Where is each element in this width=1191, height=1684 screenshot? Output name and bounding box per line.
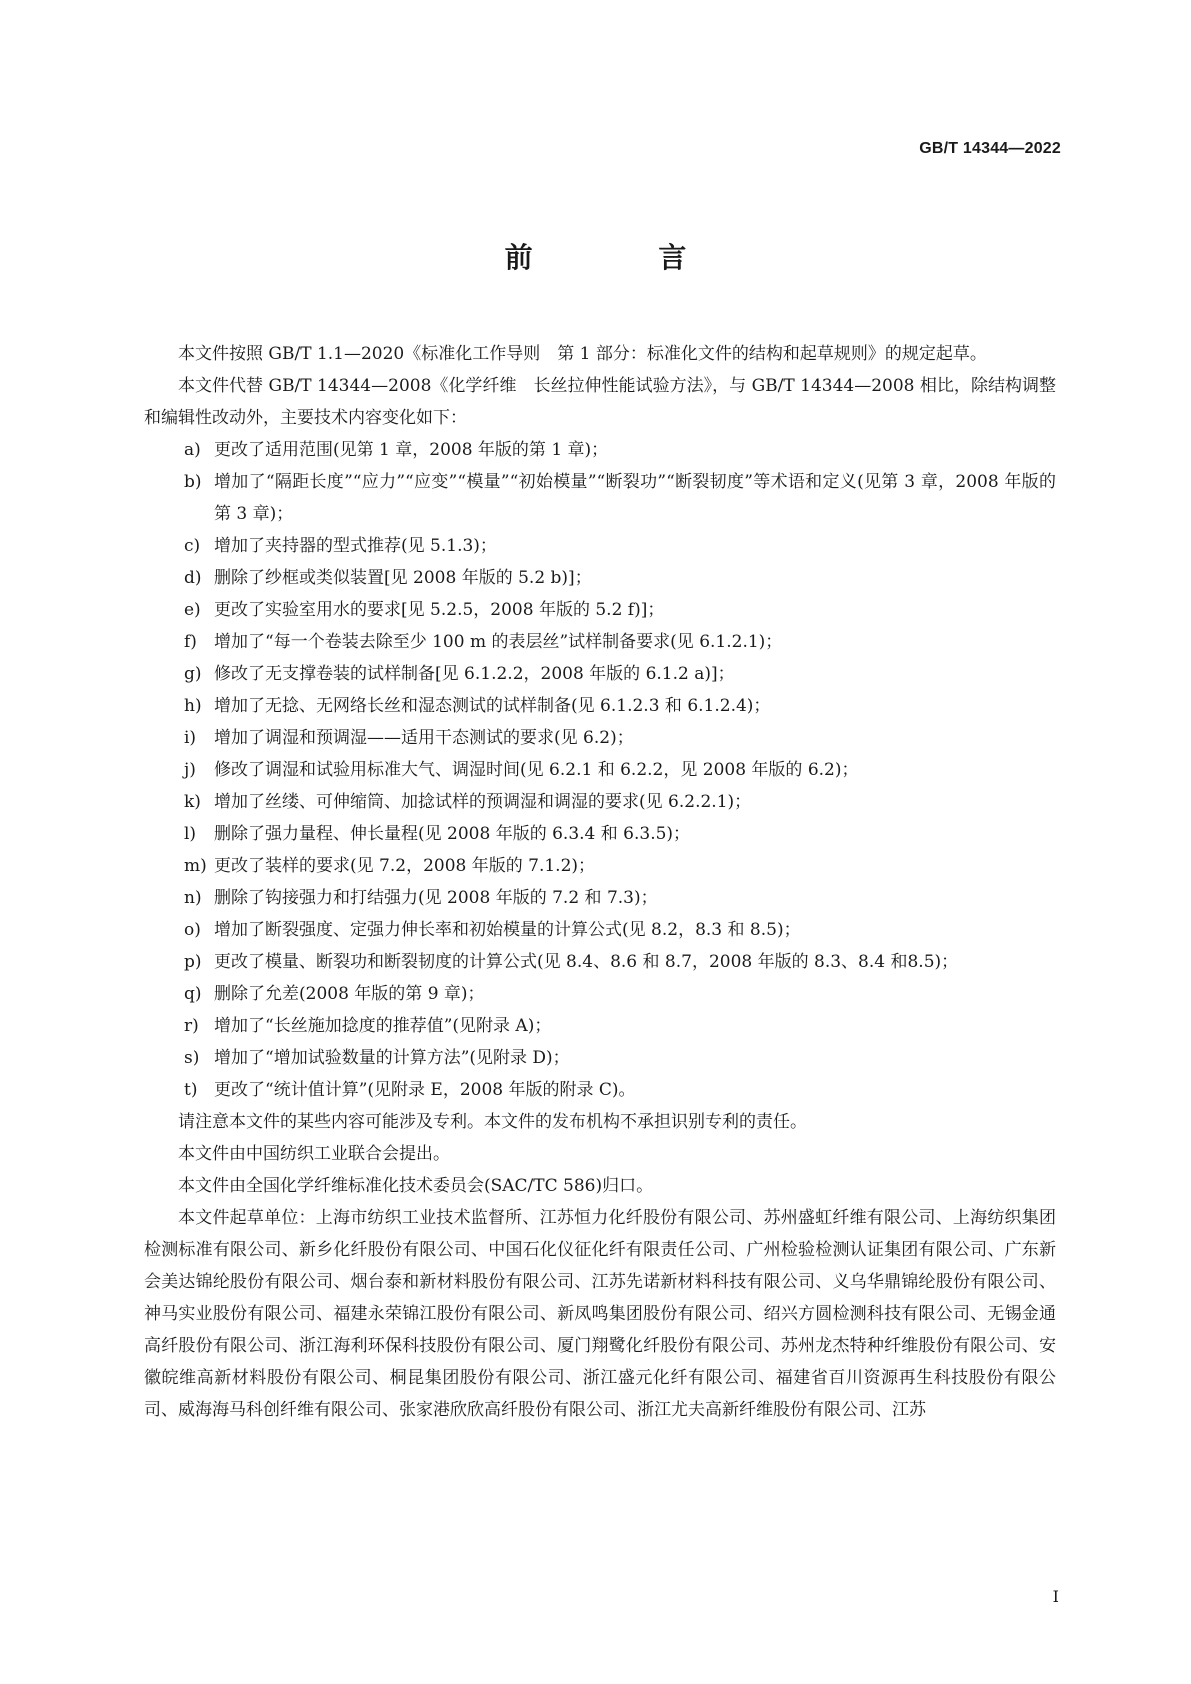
list-marker: b): [184, 472, 202, 492]
list-item: [144, 690, 1056, 722]
list-item-text: 增加了“长丝施加捻度的推荐值”(见附录 A)；: [214, 1016, 552, 1036]
list-marker: l): [184, 824, 197, 844]
list-marker: t): [184, 1080, 198, 1100]
list-item: [144, 818, 1056, 850]
list-item: [144, 946, 1056, 978]
list-marker: h): [184, 696, 202, 716]
list-item: [144, 1074, 1056, 1106]
list-marker: c): [184, 536, 201, 556]
list-item-text: 更改了“统计值计算”(见附录 E，2008 年版的附录 C)。: [214, 1080, 636, 1100]
changes-list: [144, 434, 1056, 1106]
standard-number: GB/T 14344—2022: [919, 140, 1061, 157]
list-marker: o): [184, 920, 201, 940]
list-item-text: 增加了调湿和预调湿——适用干态测试的要求(见 6.2)；: [214, 728, 634, 748]
list-marker: p): [184, 952, 202, 972]
list-item: [144, 434, 1056, 466]
list-item-text: 删除了纱框或类似装置[见 2008 年版的 5.2 b)]；: [214, 568, 592, 588]
intro-paragraph: 本文件代替 GB/T 14344—2008《化学纤维 长丝拉伸性能试验方法》，与 GB/T 14344—2008 相比，除结构调整和编辑性改动外，主要技术内容变化如下：: [144, 376, 1056, 428]
list-item: [144, 594, 1056, 626]
list-item-text: 更改了模量、断裂功和断裂韧度的计算公式(见 8.4、8.6 和 8.7，2008 年版的 8.3、8.4 和8.5)；: [214, 952, 959, 972]
list-item-text: 删除了允差(2008 年版的第 9 章)；: [214, 984, 485, 1004]
list-item-text: 增加了“每一个卷装去除至少 100 m 的表层丝”试样制备要求(见 6.1.2.1)；: [214, 632, 783, 652]
administrator-statement: 本文件由全国化学纤维标准化技术委员会(SAC/TC 586)归口。: [178, 1176, 654, 1196]
list-item-text: 删除了钩接强力和打结强力(见 2008 年版的 7.2 和 7.3)；: [214, 888, 658, 908]
list-marker: k): [184, 792, 201, 812]
list-item: [144, 786, 1056, 818]
list-item-text: 增加了夹持器的型式推荐(见 5.1.3)；: [214, 536, 497, 556]
list-item: [144, 626, 1056, 658]
list-marker: n): [184, 888, 202, 908]
list-marker: m): [184, 856, 207, 876]
list-marker: a): [184, 440, 201, 460]
patent-notice: 请注意本文件的某些内容可能涉及专利。本文件的发布机构不承担识别专利的责任。: [178, 1112, 807, 1132]
list-item: [144, 978, 1056, 1010]
list-item-text: 增加了“隔距长度”“应力”“应变”“模量”“初始模量”“断裂功”“断裂韧度”等术语和定义(见第 3 章，2008 年版的第 3 章)；: [214, 472, 1056, 524]
list-item: [144, 530, 1056, 562]
list-item-text: 更改了实验室用水的要求[见 5.2.5，2008 年版的 5.2 f)]；: [214, 600, 665, 620]
list-item: [144, 850, 1056, 882]
list-marker: f): [184, 632, 197, 652]
list-item-text: 更改了装样的要求(见 7.2，2008 年版的 7.1.2)；: [214, 856, 596, 876]
foreword-body: [144, 338, 1056, 1426]
intro-paragraph: 本文件按照 GB/T 1.1—2020《标准化工作导则 第 1 部分：标准化文件的结构和起草规则》的规定起草。: [178, 344, 987, 364]
list-item: [144, 562, 1056, 594]
list-marker: q): [184, 984, 202, 1004]
list-item-text: 增加了丝缕、可伸缩筒、加捻试样的预调湿和调湿的要求(见 6.2.2.1)；: [214, 792, 752, 812]
list-item-text: 修改了无支撑卷装的试样制备[见 6.1.2.2，2008 年版的 6.1.2 a)]；: [214, 664, 735, 684]
list-item: [144, 754, 1056, 786]
list-marker: g): [184, 664, 202, 684]
list-item-text: 删除了强力量程、伸长量程(见 2008 年版的 6.3.4 和 6.3.5)；: [214, 824, 691, 844]
drafting-units: 本文件起草单位：上海市纺织工业技术监督所、江苏恒力化纤股份有限公司、苏州盛虹纤维有限公司、上海纺织集团检测标准有限公司、新乡化纤股份有限公司、中国石化仪征化纤有限责任公司、广州检验检测认证集团有限公司、广东新会美达锦纶股份有限公司、烟台泰和新材料股份有限公司、江苏先诺新材料科技有限公司、义乌华鼎锦纶股份有限公司、神马实业股份有限公司、福建永荣锦江股份有限公司、新凤鸣集团股份有限公司、绍兴方圆检测科技有限公司、无锡金通高纤股份有限公司、浙江海利环保科技股份有限公司、厦门翔鹭化纤股份有限公司、苏州龙杰特种纤维股份有限公司、安徽皖维高新材料股份有限公司、桐昆集团股份有限公司、浙江盛元化纤有限公司、福建省百川资源再生科技股份有限公司、威海海马科创纤维有限公司、张家港欣欣高纤股份有限公司、浙江尤夫高新纤维股份有限公司、江苏: [144, 1208, 1056, 1420]
list-item: [144, 658, 1056, 690]
list-item: [144, 466, 1056, 530]
list-item-text: 修改了调湿和试验用标准大气、调湿时间(见 6.2.1 和 6.2.2，见 2008 年版的 6.2)；: [214, 760, 859, 780]
list-item-text: 增加了无捻、无网络长丝和湿态测试的试样制备(见 6.1.2.3 和 6.1.2.4)；: [214, 696, 771, 716]
page-title: 前 言: [504, 241, 745, 274]
proposer-statement: 本文件由中国纺织工业联合会提出。: [178, 1144, 450, 1164]
list-marker: i): [184, 728, 197, 748]
list-item: [144, 1042, 1056, 1074]
list-marker: e): [184, 600, 201, 620]
list-item-text: 增加了“增加试验数量的计算方法”(见附录 D)；: [214, 1048, 570, 1068]
list-item: [144, 914, 1056, 946]
page-number: I: [1052, 1587, 1059, 1606]
list-marker: d): [184, 568, 202, 588]
list-item-text: 增加了断裂强度、定强力伸长率和初始模量的计算公式(见 8.2，8.3 和 8.5)；: [214, 920, 801, 940]
list-marker: r): [184, 1016, 199, 1036]
list-marker: j): [184, 760, 196, 780]
list-item: [144, 882, 1056, 914]
list-item: [144, 722, 1056, 754]
list-item: [144, 1010, 1056, 1042]
list-marker: s): [184, 1048, 200, 1068]
list-item-text: 更改了适用范围(见第 1 章，2008 年版的第 1 章)；: [214, 440, 609, 460]
